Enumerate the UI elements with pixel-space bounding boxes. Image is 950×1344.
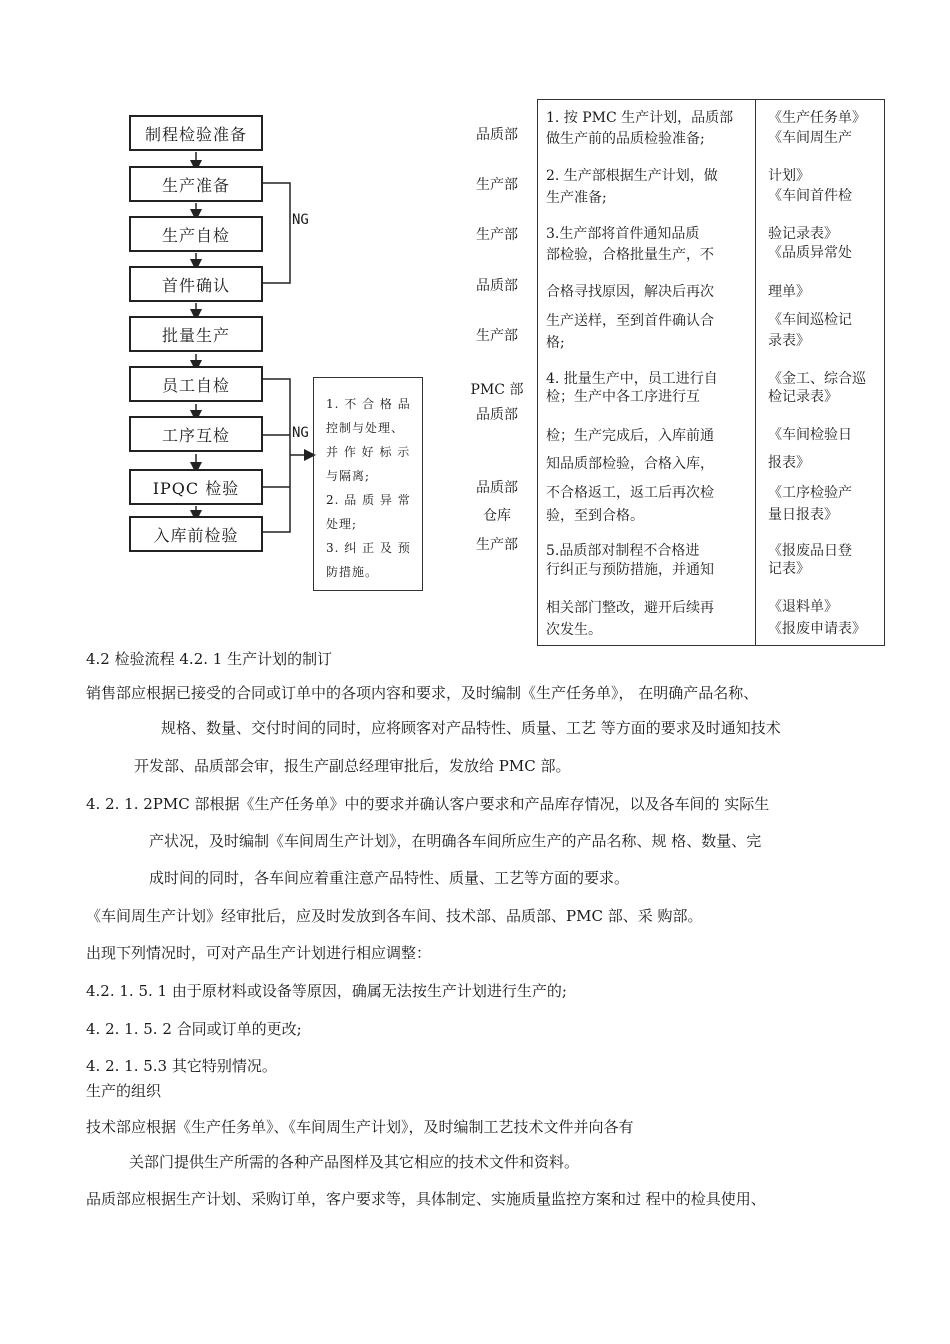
table-cell: 5.品质部对制程不合格进 <box>546 543 700 559</box>
table-cell: 《车间巡检记 <box>768 312 852 328</box>
paragraph-line: 关部门提供生产所需的各种产品图样及其它相应的技术文件和资料。 <box>129 1153 580 1171</box>
table-cell: 验，至到合格。 <box>546 508 644 524</box>
dept-label: PMC 部 <box>470 382 524 398</box>
dept-label: 生产部 <box>476 537 518 553</box>
dept-label: 生产部 <box>476 227 518 243</box>
table-cell: 3.生产部将首件通知品质 <box>546 226 700 242</box>
table-cell: 检；生产中各工序进行互 <box>546 389 700 405</box>
dept-label: 品质部 <box>476 278 518 294</box>
paragraph-line: 《车间周生产计划》经审批后，应及时发放到各车间、技术部、品质部、PMC 部、采 购部。 <box>86 907 703 925</box>
flow-step-2: 生产准备 <box>129 166 263 202</box>
table-cell: 1. 按 PMC 生产计划，品质部 <box>546 110 734 126</box>
table-cell: 《报废品日登 <box>768 543 852 559</box>
ng-handling-note <box>313 377 423 591</box>
table-cell: 报表》 <box>768 455 810 471</box>
note-line: 1. 不 合 格 品 <box>326 397 411 411</box>
dept-label: 品质部 <box>476 407 518 423</box>
note-line: 与隔离; <box>326 469 371 483</box>
note-line: 2. 品 质 异 常 <box>326 493 411 507</box>
table-cell: 格; <box>546 335 565 351</box>
table-cell: 行纠正与预防措施，并通知 <box>546 562 714 578</box>
paragraph-line: 规格、数量、交付时间的同时，应将顾客对产品特性、质量、工艺 等方面的要求及时通知技术 <box>161 719 781 737</box>
flow-step-4: 首件确认 <box>129 266 263 302</box>
table-cell: 《车间首件检 <box>768 188 852 204</box>
table-cell: 4. 批量生产中，员工进行自 <box>546 371 718 387</box>
ng-label-2: NG <box>292 425 309 441</box>
flow-step-1: 制程检验准备 <box>129 115 263 151</box>
flow-step-8: IPQC 检验 <box>129 469 263 505</box>
table-cell: 理单》 <box>768 284 810 300</box>
table-cell: 验记录表》 <box>768 226 838 242</box>
table-cell: 《工序检验产 <box>768 485 852 501</box>
table-cell: 《报废申请表》 <box>768 621 866 637</box>
paragraph-line: 4. 2. 1. 2PMC 部根据《生产任务单》中的要求并确认客户要求和产品库存情况，以及各车间的 实际生 <box>86 795 770 813</box>
table-cell: 检；生产完成后，入库前通 <box>546 428 714 444</box>
note-line: 并 作 好 标 示 <box>326 445 411 459</box>
paragraph-line: 开发部、品质部会审，报生产副总经理审批后，发放给 PMC 部。 <box>134 757 571 775</box>
dept-label: 品质部 <box>476 127 518 143</box>
paragraph-line: 4.2. 1. 5. 1 由于原材料或设备等原因，确属无法按生产计划进行生产的; <box>86 982 567 1000</box>
flow-step-9: 入库前检验 <box>129 516 263 552</box>
dept-label: 生产部 <box>476 328 518 344</box>
paragraph-line: 出现下列情况时，可对产品生产计划进行相应调整： <box>86 944 432 962</box>
table-cell: 《金工、综合巡 <box>768 371 866 387</box>
table-cell: 计划》 <box>768 168 810 184</box>
table-cell: 不合格返工，返工后再次检 <box>546 485 714 501</box>
note-line: 控制与处理、 <box>326 421 405 435</box>
table-cell: 合格寻找原因，解决后再次 <box>546 284 714 300</box>
dept-label: 生产部 <box>476 177 518 193</box>
table-cell: 记表》 <box>768 561 810 577</box>
flow-step-7: 工序互检 <box>129 416 263 452</box>
table-cell: 生产送样，至到首件确认合 <box>546 313 714 329</box>
paragraph-line: 品质部应根据生产计划、采购订单，客户要求等，具体制定、实施质量监控方案和过 程中的检具使用、 <box>86 1190 766 1208</box>
dept-label: 品质部 <box>476 480 518 496</box>
dept-label: 仓库 <box>483 508 511 524</box>
paragraph-line: 4. 2. 1. 5. 2 合同或订单的更改; <box>86 1020 302 1038</box>
table-cell: 《车间周生产 <box>768 130 852 146</box>
table-cell: 相关部门整改，避开后续再 <box>546 600 714 616</box>
table-cell: 部检验，合格批量生产，不 <box>546 247 714 263</box>
flow-step-5: 批量生产 <box>129 316 263 352</box>
flowchart <box>0 0 950 660</box>
process-table <box>537 99 885 646</box>
paragraph-line: 销售部应根据已接受的合同或订单中的各项内容和要求，及时编制《生产任务单》， 在明确产品名称、 <box>86 684 759 702</box>
section-heading: 4.2 检验流程 4.2. 1 生产计划的制订 <box>86 650 333 668</box>
ng-label-1: NG <box>292 212 309 228</box>
table-cell: 《车间检验日 <box>768 427 852 443</box>
flow-step-6: 员工自检 <box>129 366 263 402</box>
table-cell: 量日报表》 <box>768 507 838 523</box>
table-cell: 次发生。 <box>546 622 602 638</box>
note-line: 防措施。 <box>326 565 379 579</box>
flow-step-3: 生产自检 <box>129 216 263 252</box>
table-cell: 《生产任务单》 <box>768 110 866 126</box>
paragraph-line: 产状况，及时编制《车间周生产计划》，在明确各车间所应生产的产品名称、规 格、数量、完 <box>149 832 762 850</box>
section-heading: 生产的组织 <box>86 1082 162 1100</box>
paragraph-line: 4. 2. 1. 5.3 其它特别情况。 <box>86 1057 277 1075</box>
table-cell: 《退料单》 <box>768 599 838 615</box>
table-cell: 录表》 <box>768 333 810 349</box>
table-cell: 检记录表》 <box>768 389 838 405</box>
table-cell: 知品质部检验，合格入库， <box>546 456 714 472</box>
paragraph-line: 成时间的同时，各车间应着重注意产品特性、质量、工艺等方面的要求。 <box>149 869 630 887</box>
paragraph-line: 技术部应根据《生产任务单》、《车间周生产计划》，及时编制工艺技术文件并向各有 <box>86 1118 634 1136</box>
table-cell: 《品质异常处 <box>768 245 852 261</box>
table-divider <box>755 100 756 645</box>
note-line: 处理; <box>326 517 358 531</box>
table-cell: 2. 生产部根据生产计划，做 <box>546 168 718 184</box>
table-cell: 做生产前的品质检验准备; <box>546 131 705 147</box>
table-cell: 生产准备; <box>546 190 607 206</box>
note-line: 3. 纠 正 及 预 <box>326 541 411 555</box>
